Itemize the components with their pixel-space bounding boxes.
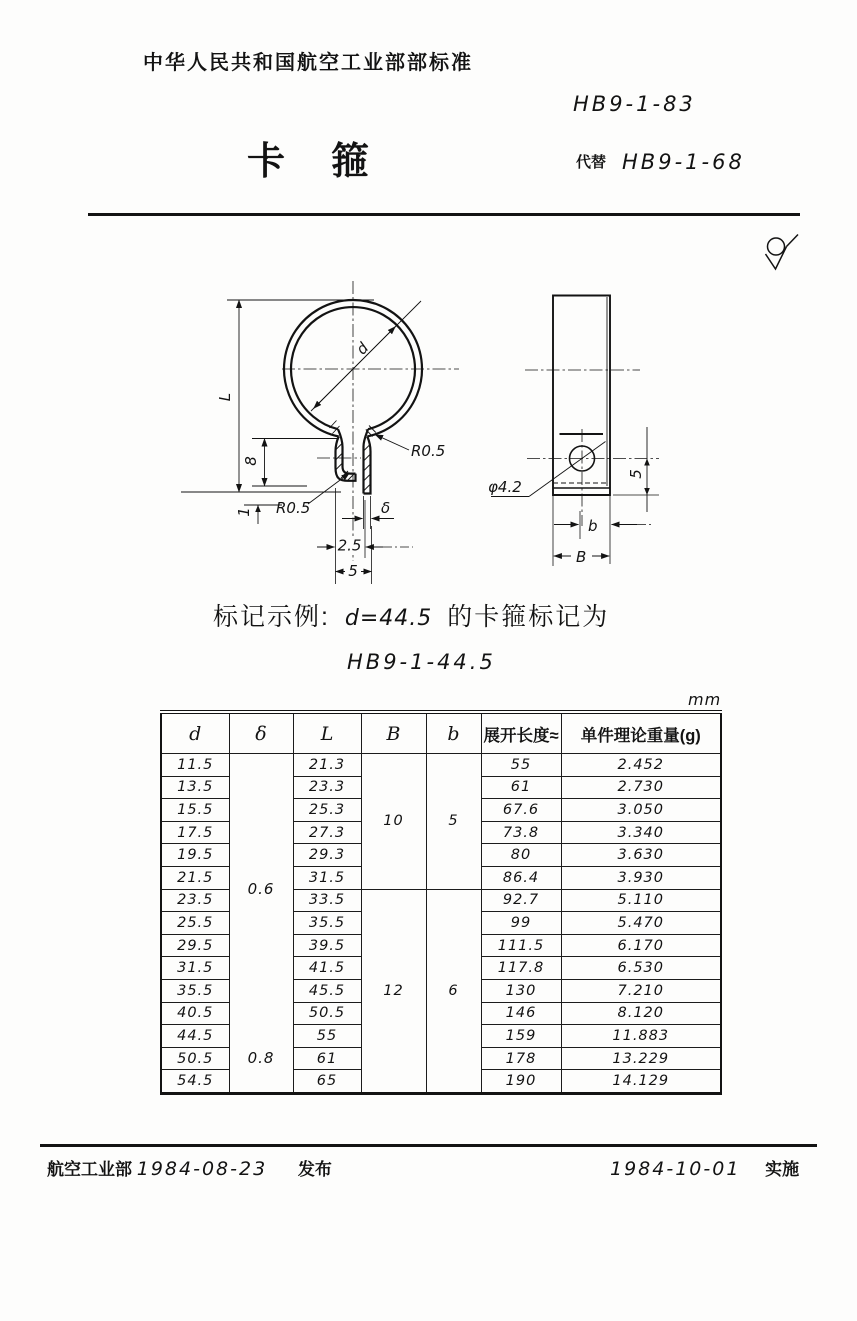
table-cell: 92.7 [481,889,561,912]
table-cell: 19.5 [161,844,229,867]
table-cell: 13.5 [161,776,229,799]
table-cell: 29.5 [161,934,229,957]
dim-label-5: 5 [348,562,358,580]
dim-label-d: d [352,338,373,359]
dimension-table [160,710,722,1095]
table-cell: 27.3 [293,821,361,844]
table-cell: 11.883 [561,1025,721,1048]
table-header [161,712,721,754]
table-cell: 0.6 [229,754,293,1025]
footer-divider [40,1144,817,1147]
dim-label-2-5: 2.5 [337,536,362,555]
dim-label-B: B [576,548,587,566]
table-cell: 45.5 [293,979,361,1002]
table-cell: 3.050 [561,799,721,822]
table-column-header: b [426,712,481,754]
table-column-header: δ [229,712,293,754]
table-cell: 73.8 [481,821,561,844]
marking-example-designation: HB9-1-44.5 [347,650,496,674]
front-view-drawing [181,281,459,584]
table-cell: 190 [481,1070,561,1094]
table-cell: 6 [426,889,481,1093]
table-body [161,754,721,1094]
table-cell: 111.5 [481,934,561,957]
table-cell: 6.170 [561,934,721,957]
dim-label-b: b [588,517,598,535]
dim-label-L: L [216,392,234,402]
issue-date: 1984-08-23 [136,1158,268,1180]
table-cell: 146 [481,1002,561,1025]
table-cell: 39.5 [293,934,361,957]
table-cell: 61 [293,1047,361,1070]
footer-issue [47,1155,332,1180]
table-cell: 25.5 [161,912,229,935]
table-cell: 65 [293,1070,361,1094]
dim-label-8: 8 [242,456,260,466]
table-column-header: d [161,712,229,754]
table-cell: 33.5 [293,889,361,912]
issue-action-label: 发布 [297,1160,332,1179]
marking-example-text: 的卡箍标记为 [447,603,610,631]
side-view-drawing [488,296,659,567]
table-cell: 2.730 [561,776,721,799]
table-cell: 8.120 [561,1002,721,1025]
table-cell: 50.5 [161,1047,229,1070]
table-cell: 21.5 [161,866,229,889]
dim-label-side-5: 5 [627,469,645,479]
table-cell: 178 [481,1047,561,1070]
table-column-header: L [293,712,361,754]
marking-example-line [213,597,609,633]
replaces-label: 代替 [576,154,607,171]
dim-label-1: 1 [235,507,253,517]
table-cell: 10 [361,754,426,890]
table-cell: 31.5 [293,866,361,889]
footer-implementation [610,1155,799,1180]
table-cell: 2.452 [561,754,721,777]
table-cell: 117.8 [481,957,561,980]
table-cell: 17.5 [161,821,229,844]
table-cell: 13.229 [561,1047,721,1070]
table-cell: 5.470 [561,912,721,935]
implementation-action-label: 实施 [765,1160,800,1179]
technical-drawing [80,222,820,594]
table-cell: 29.3 [293,844,361,867]
marking-example-condition: d=44.5 [344,606,433,631]
table-cell: 159 [481,1025,561,1048]
table-cell: 40.5 [161,1002,229,1025]
table-cell: 21.3 [293,754,361,777]
table-cell: 86.4 [481,866,561,889]
table-cell: 44.5 [161,1025,229,1048]
table-cell: 3.930 [561,866,721,889]
table-cell: 31.5 [161,957,229,980]
table-cell: 7.210 [561,979,721,1002]
table-cell: 55 [293,1025,361,1048]
table-cell: 5 [426,754,481,890]
standard-number: HB9-1-83 [573,92,696,116]
table-cell: 23.3 [293,776,361,799]
table-cell: 41.5 [293,957,361,980]
table-cell: 50.5 [293,1002,361,1025]
implementation-date: 1984-10-01 [610,1158,741,1180]
table-cell: 54.5 [161,1070,229,1094]
table-cell: 14.129 [561,1070,721,1094]
marking-example-label: 标记示例: [213,603,330,631]
table-cell: 6.530 [561,957,721,980]
table-header-row [161,712,721,754]
replaces-note [576,150,745,174]
table-cell: 67.6 [481,799,561,822]
table-cell: 35.5 [293,912,361,935]
table-cell: 0.8 [229,1025,293,1094]
issuer-label: 航空工业部 [47,1160,132,1179]
unit-label: mm [688,690,722,709]
table-cell: 3.340 [561,821,721,844]
table-row [161,754,721,777]
table-cell: 35.5 [161,979,229,1002]
table-cell: 11.5 [161,754,229,777]
table-cell: 12 [361,889,426,1093]
table-cell: 80 [481,844,561,867]
table-cell: 23.5 [161,889,229,912]
table-cell: 99 [481,912,561,935]
surface-roughness-icon [766,235,799,270]
hole-diameter-label: φ4.2 [488,478,522,496]
radius-label-bottom: R0.5 [276,499,311,517]
org-standard-heading: 中华人民共和国航空工业部部标准 [143,52,473,74]
table-cell: 55 [481,754,561,777]
replaced-standard-number: HB9-1-68 [622,150,745,174]
table-column-header: 单件理论重量(g) [561,712,721,754]
table-cell: 130 [481,979,561,1002]
table-column-header: 展开长度≈ [481,712,561,754]
radius-label-top: R0.5 [411,442,446,460]
table-cell: 61 [481,776,561,799]
table-cell: 15.5 [161,799,229,822]
table-cell: 5.110 [561,889,721,912]
table-cell: 25.3 [293,799,361,822]
page-title: 卡箍 [247,141,416,183]
table-column-header: B [361,712,426,754]
table-cell: 3.630 [561,844,721,867]
header-divider [88,213,800,216]
dim-label-delta: δ [381,499,391,517]
